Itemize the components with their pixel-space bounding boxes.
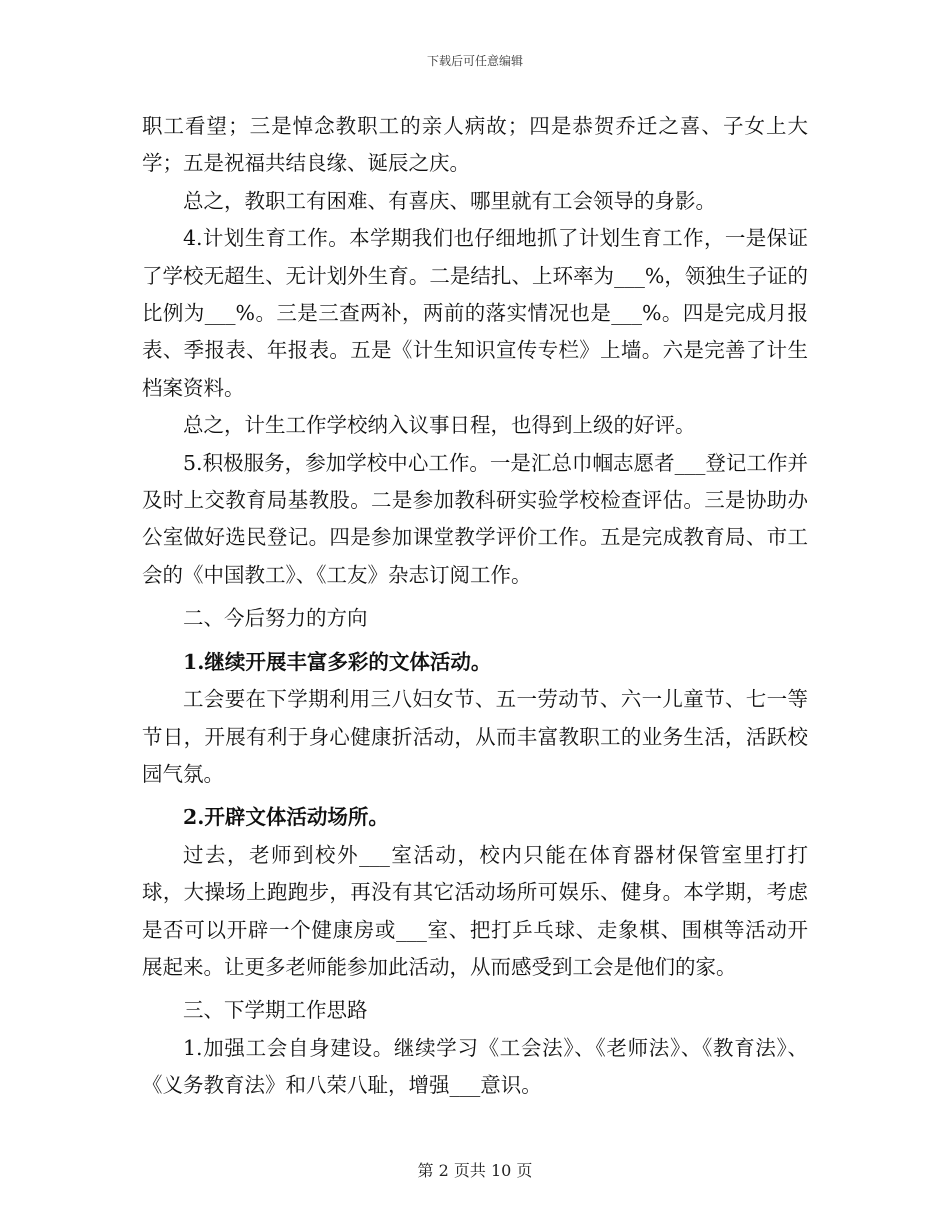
subheading-activity-venue: 2.开辟文体活动场所。 <box>183 805 389 830</box>
page-header: 下载后可任意编辑 <box>426 54 523 68</box>
section-heading-future-direction: 二、今后努力的方向 <box>183 606 368 631</box>
paragraph-holiday-activities: 工会要在下学期利用三八妇女节、五一劳动节、六一儿童节、七一等节日，开展有利于身心健康折活动，从而丰富教职工的业务生活，活跃校园气氛。 <box>142 687 808 786</box>
section-heading-next-term: 三、下学期工作思路 <box>183 998 368 1023</box>
document-body <box>142 108 808 1105</box>
paragraph-summary-care: 总之，教职工有困难、有喜庆、哪里就有工会领导的身影。 <box>183 188 716 213</box>
paragraph-venue-plan: 过去，老师到校外___室活动，校内只能在体育器材保管室里打打球，大操场上跑跑步，再没有其它活动场所可娱乐、健身。本学期，考虑是否可以开辟一个健康房或___室、把打乒乓球、走象棋、围棋等活动开展起来。让更多老师能参加此活动，从而感受到工会是他们的家。 <box>142 842 808 979</box>
page-footer: 第 2 页共 10 页 <box>417 1161 533 1180</box>
paragraph-active-service: 5.积极服务，参加学校中心工作。一是汇总巾帼志愿者___登记工作并及时上交教育局基教股。二是参加教科研实验学校检查评估。三是协助办公室做好选民登记。四是参加课堂教学评价工作。五是完成教育局、市工会的《中国教工》、《工友》杂志订阅工作。 <box>142 450 808 587</box>
subheading-cultural-activities: 1.继续开展丰富多彩的文体活动。 <box>183 649 492 674</box>
paragraph-family-planning: 4.计划生育工作。本学期我们也仔细地抓了计划生育工作，一是保证了学校无超生、无计划外生育。二是结扎、上环率为___%，领独生子证的比例为___%。三是三查两补，两前的落实情况也是___%。四是完成月报表、季报表、年报表。五是《计生知识宣传专栏》上墙。六是完善了计生档案资料。 <box>142 226 808 400</box>
paragraph-condolence-list: 职工看望；三是悼念教职工的亲人病故；四是恭贺乔迁之喜、子女上大学；五是祝福共结良缘、诞辰之庆。 <box>142 114 808 176</box>
paragraph-summary-planning: 总之，计生工作学校纳入议事日程，也得到上级的好评。 <box>183 413 696 438</box>
paragraph-self-building: 1.加强工会自身建设。继续学习《工会法》、《老师法》、《教育法》、《义务教育法》和八荣八耻，增强___意识。 <box>142 1035 808 1098</box>
